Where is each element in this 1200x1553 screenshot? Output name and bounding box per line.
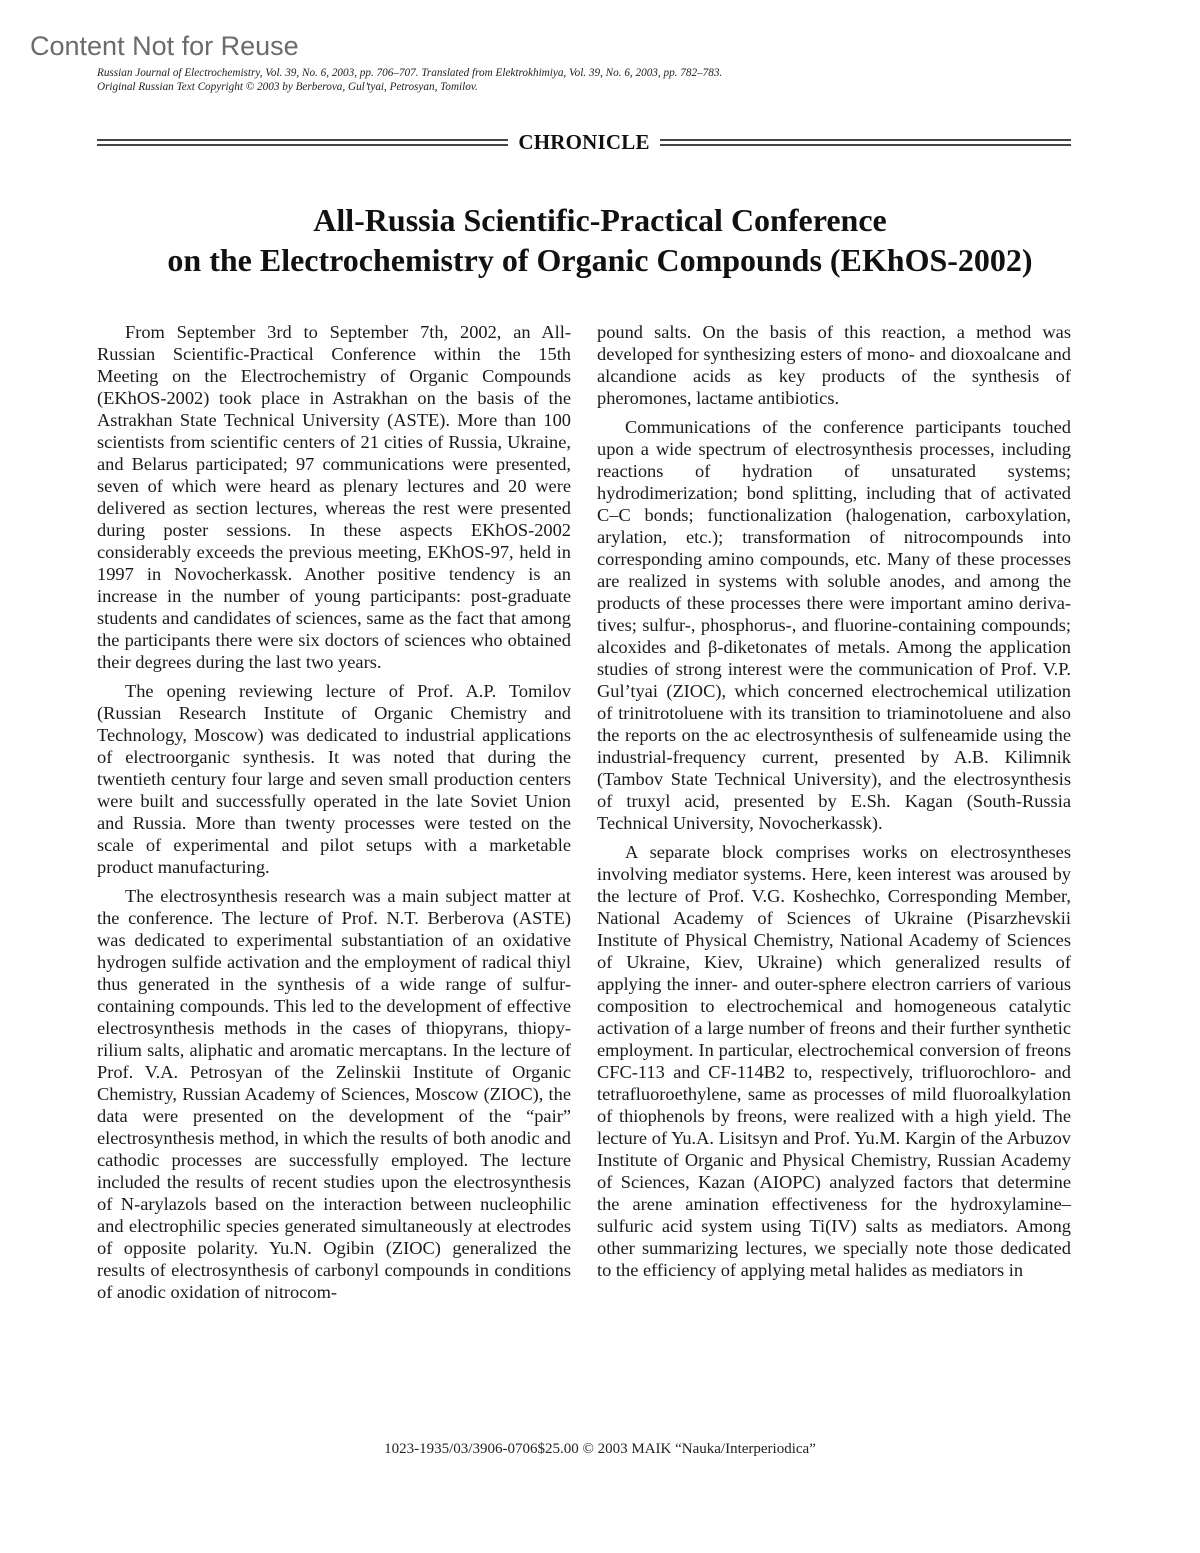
paragraph: The opening reviewing lecture of Prof. A.P. Tomilov (Russian Research Institute of Organic Chemistry and Technology, Moscow) was dedicated to industrial applications of electroorganic synthesis. It was noted that during the twentieth century four large and seven small production centers were built and successfully operated in the late Soviet Union and Russia. More than twenty processes were tested on the scale of experimental and pilot setups with a marketable product manufacturing. [97, 681, 571, 877]
right-column [597, 321, 1071, 1288]
paragraph: From September 3rd to September 7th, 2002, an All-Russian Scientific-Practical Conference within the 15th Meeting on the Electrochemistry of Organic Compounds (EKhOS-2002) took place in Astrakhan on the basis of the Astrakhan State Technical University (ASTE). More than 100 scientists from scientific centers of 21 cities of Russia, Ukraine, and Belarus participated; 97 communications were presented, seven of which were heard as plenary lectures and 20 were delivered as section lectures, whereas the rest were presented during poster sessions. In these aspects EKhOS-2002 considerably exceeds the previous meeting, EKhOS-97, held in 1997 in Novocherkassk. Another positive tendency is an increase in the number of young participants: post-graduate students and candidates of sciences, same as the fact that among the participants there were six doctors of sciences who obtained their degrees during the last two years. [97, 322, 571, 672]
double-rule-right [660, 139, 1071, 146]
paragraph-continued: pound salts. On the basis of this reaction, a method was developed for synthesizing esters of mono- and dioxoalcane and alcandione acids as key products of the synthesis of pheromones, lactame antibiotics. [597, 322, 1071, 408]
section-label: CHRONICLE [518, 129, 650, 154]
paragraph: Communications of the conference participants touched upon a wide spectrum of electrosynthesis processes, including reactions of hydration of unsaturated systems; hydrodimerization; bond splitting, including that of activated C–C bonds; functionalization (halogenation, carboxylation, arylation, etc.); transformation of nitrocompounds into corresponding amino compounds, etc. Many of these processes are realized in systems with soluble anodes, and among the products of these processes there were important amino derivatives; sulfur-, phosphorus-, and fluorine-containing compounds; alcoxides and β-diketonates of metals. Among the application studies of strong interest were the communication of Prof. V.P. Gul’tyai (ZIOC), which concerned electrochemical utilization of trinitrotoluene with its transition to triaminotoluene and also the reports on the ac electrosynthesis of sulfeneamide using the industrial-frequency current, presented by A.B. Kilimnik (Tambov State Technical University), and the electrosynthesis of truxyl acid, presented by E.Sh. Kagan (South-Russia Technical University, Novocherkassk). [597, 417, 1071, 833]
journal-citation [97, 66, 722, 94]
paragraph: The electrosynthesis research was a main subject matter at the conference. The lecture of Prof. N.T. Berberova (ASTE) was dedicated to experimental substantiation of an oxidative hydrogen sulfide activation and the employment of radical thiyl thus generated in the synthesis of a wide range of sulfur-containing compounds. This led to the development of effective electrosynthesis methods in the cases of thiopyrans, thiopyrilium salts, aliphatic and aromatic mercaptans. In the lecture of Prof. V.A. Petrosyan of the Zelinskii Institute of Organic Chemistry, Russian Academy of Sciences, Moscow (ZIOC), the data were presented on the development of the “pair” electrosynthesis method, in which the results of both anodic and cathodic processes are successfully employed. The lecture included the results of recent studies upon the electrosynthesis of N-arylazols based on the interaction between nucleophilic and electrophilic species generated simultaneously at electrodes of opposite polarity. Yu.N. Ogibin (ZIOC) generalized the results of electrosynthesis of carbonyl compounds in conditions of anodic oxidation of nitrocom- [97, 886, 571, 1302]
title-line: All-Russia Scientific-Practical Conference [313, 202, 887, 238]
copyright-line: Original Russian Text Copyright © 2003 by Berberova, Gul’tyai, Petrosyan, Tomilov. [97, 81, 478, 93]
watermark: Content Not for Reuse [30, 31, 299, 61]
article-title [60, 200, 1140, 280]
citation-line: Russian Journal of Electrochemistry, Vol. 39, No. 6, 2003, pp. 706–707. Translated from Elektrokhimiya, Vol. 39, No. 6, 2003, pp. 782–783. [97, 67, 723, 79]
paragraph: A separate block comprises works on electrosyntheses involving mediator systems. Here, keen interest was aroused by the lecture of Prof. V.G. Koshechko, Corresponding Member, National Academy of Sciences of Ukraine (Pisarzhevskii Institute of Physical Chemistry, National Academy of Sciences of Ukraine, Kiev, Ukraine) which generalized results of applying the inner- and outer-sphere electron carriers of various composition to electrochemical and homogeneous catalytic activation of a large number of freons and their further synthetic employment. In particular, electrochemical conversion of freons CFC-113 and CF-114B2 to, respectively, trifluorochloro- and tetrafluoroethylene, same as processes of mild fluoroalkylation of thiophenols by freons, were realized with a high yield. The lecture of Yu.A. Lisitsyn and Prof. Yu.M. Kargin of the Arbuzov Institute of Organic and Physical Chemistry, Russian Academy of Sciences, Kazan (AIOPC) analyzed factors that determine the arene amination effectiveness for the hydroxylamine–sulfuric acid system using Ti(IV) salts as mediators. Among other summarizing lectures, we specially note those dedicated to the efficiency of applying metal halides as mediators in [597, 842, 1071, 1280]
left-column [97, 321, 571, 1310]
page-footer: 1023-1935/03/3906-0706$25.00 © 2003 MAIK “Nauka/Interperiodica” [384, 1441, 816, 1457]
double-rule-left [97, 139, 508, 146]
section-header [97, 128, 1071, 156]
title-line: on the Electrochemistry of Organic Compounds (EKhOS-2002) [167, 242, 1033, 278]
